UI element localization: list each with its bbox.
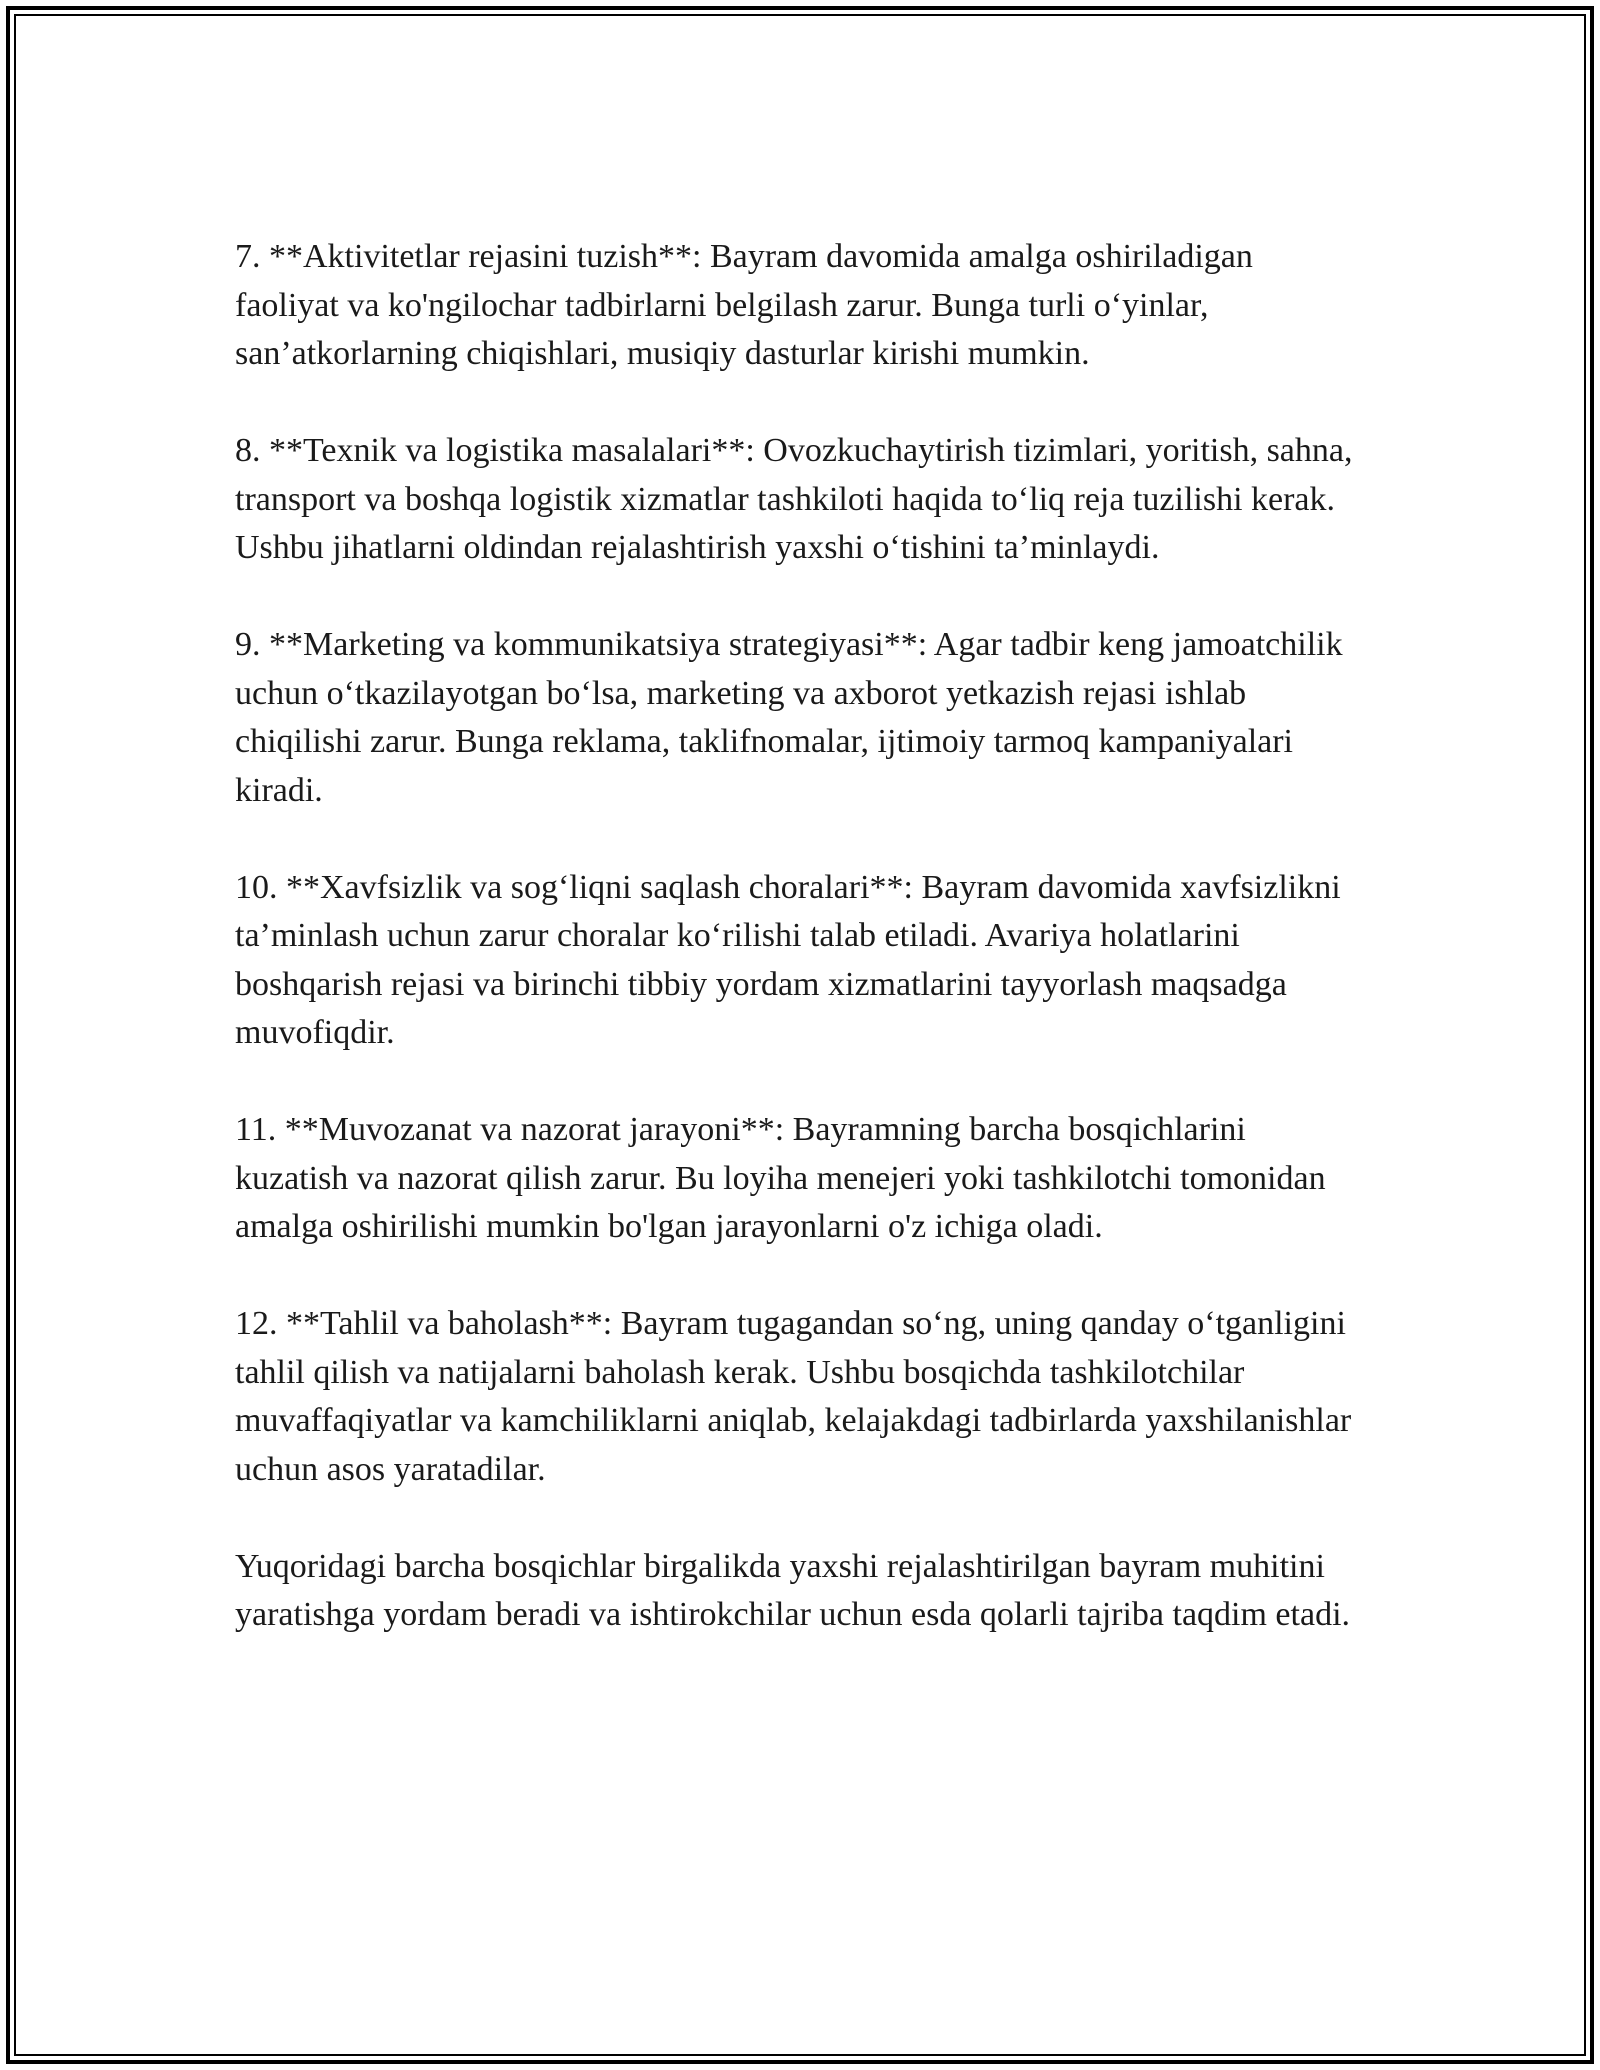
paragraph-item-8: 8. **Texnik va logistika masalalari**: Ovozkuchaytirish tizimlari, yoritish, sahna, transport va boshqa logistik xizmatlar tashkiloti haqida to‘liq reja tuzilishi kerak. Ushbu jihatlarni oldindan rejalashtirish yaxshi o‘tishini ta’minlaydi. — [235, 432, 1353, 566]
paragraph-item-7: 7. **Aktivitetlar rejasini tuzish**: Bayram davomida amalga oshiriladigan faoliyat va ko'ngilochar tadbirlarni belgilash zarur. Bunga turli o‘yinlar, san’atkorlarning chiqishlari, musiqiy dasturlar kirishi mumkin. — [235, 238, 1253, 372]
paragraph-item-11: 11. **Muvozanat va nazorat jarayoni**: Bayramning barcha bosqichlarini kuzatish va nazorat qilish zarur. Bu loyiha menejeri yoki tashkilotchi tomonidan amalga oshirilishi mumkin bo'lgan jarayonlarni o'z ichiga oladi. — [235, 1111, 1326, 1245]
paragraph-conclusion: Yuqoridagi barcha bosqichlar birgalikda yaxshi rejalashtirilgan bayram muhitini yaratishga yordam beradi va ishtirokchilar uchun esda qolarli tajriba taqdim etadi. — [235, 1547, 1351, 1633]
paragraph-item-9: 9. **Marketing va kommunikatsiya strategiyasi**: Agar tadbir keng jamoatchilik uchun o‘tkazilayotgan bo‘lsa, marketing va axborot yetkazish rejasi ishlab chiqilishi zarur. Bunga reklama, taklifnomalar, ijtimoiy tarmoq kampaniyalari kiradi. — [235, 626, 1343, 809]
paragraph-item-12: 12. **Tahlil va baholash**: Bayram tugagandan so‘ng, uning qanday o‘tganligini tahlil qilish va natijalarni baholash kerak. Ushbu bosqichda tashkilotchilar muvaffaqiyatlar va kamchiliklarni aniqlab, kelajakdagi tadbirlarda yaxshilanishlar uchun asos yaratadilar. — [235, 1305, 1352, 1488]
document-body — [235, 233, 1365, 1688]
paragraph-item-10: 10. **Xavfsizlik va sog‘liqni saqlash choralari**: Bayram davomida xavfsizlikni ta’minlash uchun zarur choralar ko‘rilishi talab etiladi. Avariya holatlarini boshqarish rejasi va birinchi tibbiy yordam xizmatlarini tayyorlash maqsadga muvofiqdir. — [235, 868, 1341, 1051]
